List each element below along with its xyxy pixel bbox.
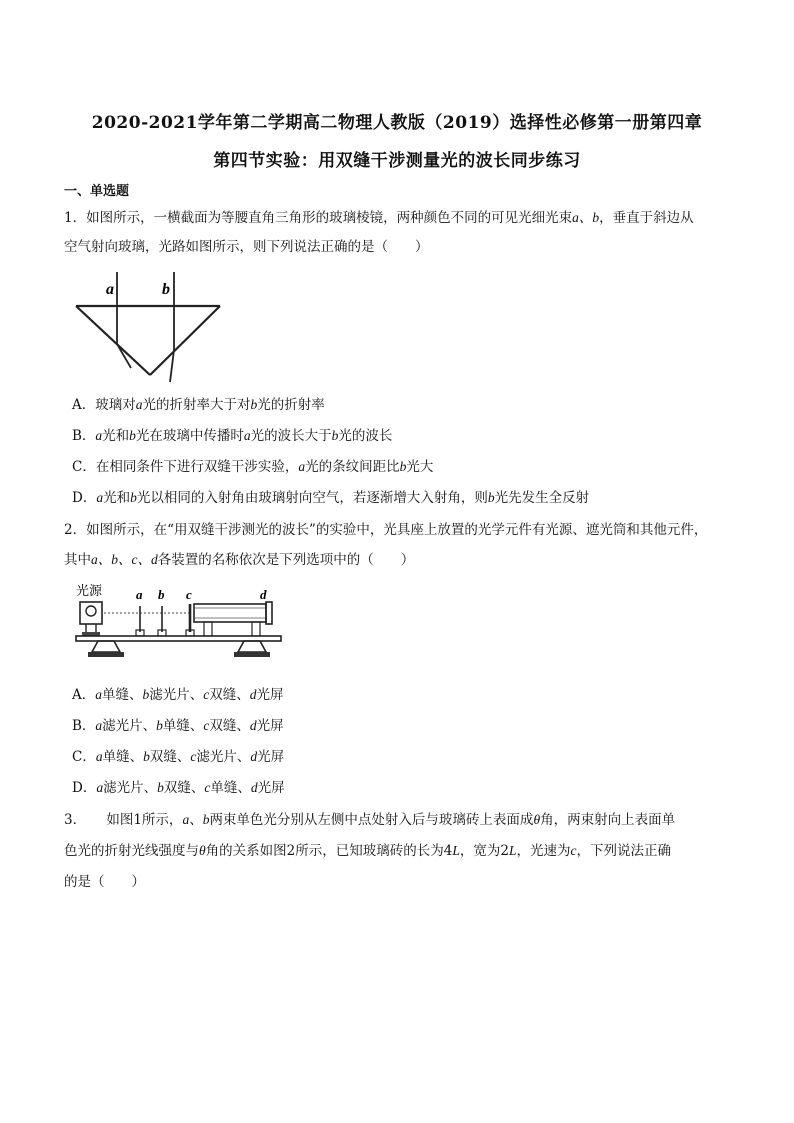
fig-label-c2: c	[186, 587, 192, 602]
q1-option-b[interactable]: B．a光和b光在玻璃中传播时a光的波长大于b光的波长	[72, 428, 393, 444]
fig-label-b: b	[162, 281, 170, 298]
q2-option-d[interactable]: D．a滤光片、b双缝、c单缝、d光屏	[72, 780, 285, 796]
fig-label-a: a	[106, 281, 114, 298]
q2-stem-line-2: 其中a、b、c、d各装置的名称依次是下列选项中的（ ）	[64, 552, 415, 568]
light-source-bulb	[86, 606, 96, 616]
prism-left-side	[76, 306, 150, 375]
prism-right-side	[150, 306, 220, 375]
q1-stem-line-2: 空气射向玻璃，光路如图所示，则下列说法正确的是（ ）	[64, 239, 429, 255]
q2-option-c[interactable]: C．a单缝、b双缝、c滤光片、d光屏	[72, 749, 285, 765]
q1-option-a[interactable]: A．玻璃对a光的折射率大于对b光的折射率	[72, 397, 325, 413]
title-line-1: 2020-2021学年第二学期高二物理人教版（2019）选择性必修第一册第四章	[91, 113, 703, 133]
q3-stem-line-1: 3． 如图1所示，a、b两束单色光分别从左侧中点处射入后与玻璃砖上表面成θ角，两束射向上表面单	[64, 812, 676, 828]
fig-label-source: 光源	[76, 583, 103, 598]
q2-option-a[interactable]: A．a单缝、b滤光片、c双缝、d光屏	[72, 687, 284, 703]
q1-option-d[interactable]: D．a光和b光以相同的入射角由玻璃射向空气，若逐渐增大入射角，则b光先发生全反射	[72, 490, 590, 506]
q2-stem-line-1: 2．如图所示，在“用双缝干涉测光的波长”的实验中，光具座上放置的光学元件有光源、遮光筒和其他元件，	[64, 522, 708, 538]
fig-label-d2: d	[260, 587, 267, 602]
tube-end	[266, 602, 272, 624]
shade-tube	[194, 604, 266, 622]
q1-prism-figure	[70, 270, 230, 385]
tube-support-2	[252, 622, 260, 636]
bench-foot-right	[234, 652, 270, 657]
fig-label-b2: b	[158, 587, 165, 602]
fig-label-a2: a	[136, 587, 143, 602]
bench-leg-right	[238, 641, 266, 652]
q3-stem-line-2: 色光的折射光线强度与θ角的关系如图2所示，已知玻璃砖的长为4L，宽为2L，光速为c，下列说法正确	[64, 843, 671, 859]
q2-optical-bench-figure	[74, 580, 284, 665]
section-heading: 一、单选题	[64, 184, 130, 199]
q1-stem-line-1: 1．如图所示，一横截面为等腰直角三角形的玻璃棱镜，两种颜色不同的可见光细光束a、b，垂直于斜边从	[64, 210, 694, 226]
title-line-2: 第四节实验：用双缝干涉测量光的波长同步练习	[213, 151, 581, 171]
bench-foot-left	[88, 652, 124, 657]
q3-stem-line-3: 的是（ ）	[64, 874, 145, 890]
q2-option-b[interactable]: B．a滤光片、b单缝、c双缝、d光屏	[72, 718, 284, 734]
q1-option-c[interactable]: C．在相同条件下进行双缝干涉实验，a光的条纹间距比b光大	[72, 459, 434, 475]
bench-leg-left	[92, 641, 120, 652]
tube-support	[204, 622, 212, 636]
light-source-box	[80, 602, 102, 624]
